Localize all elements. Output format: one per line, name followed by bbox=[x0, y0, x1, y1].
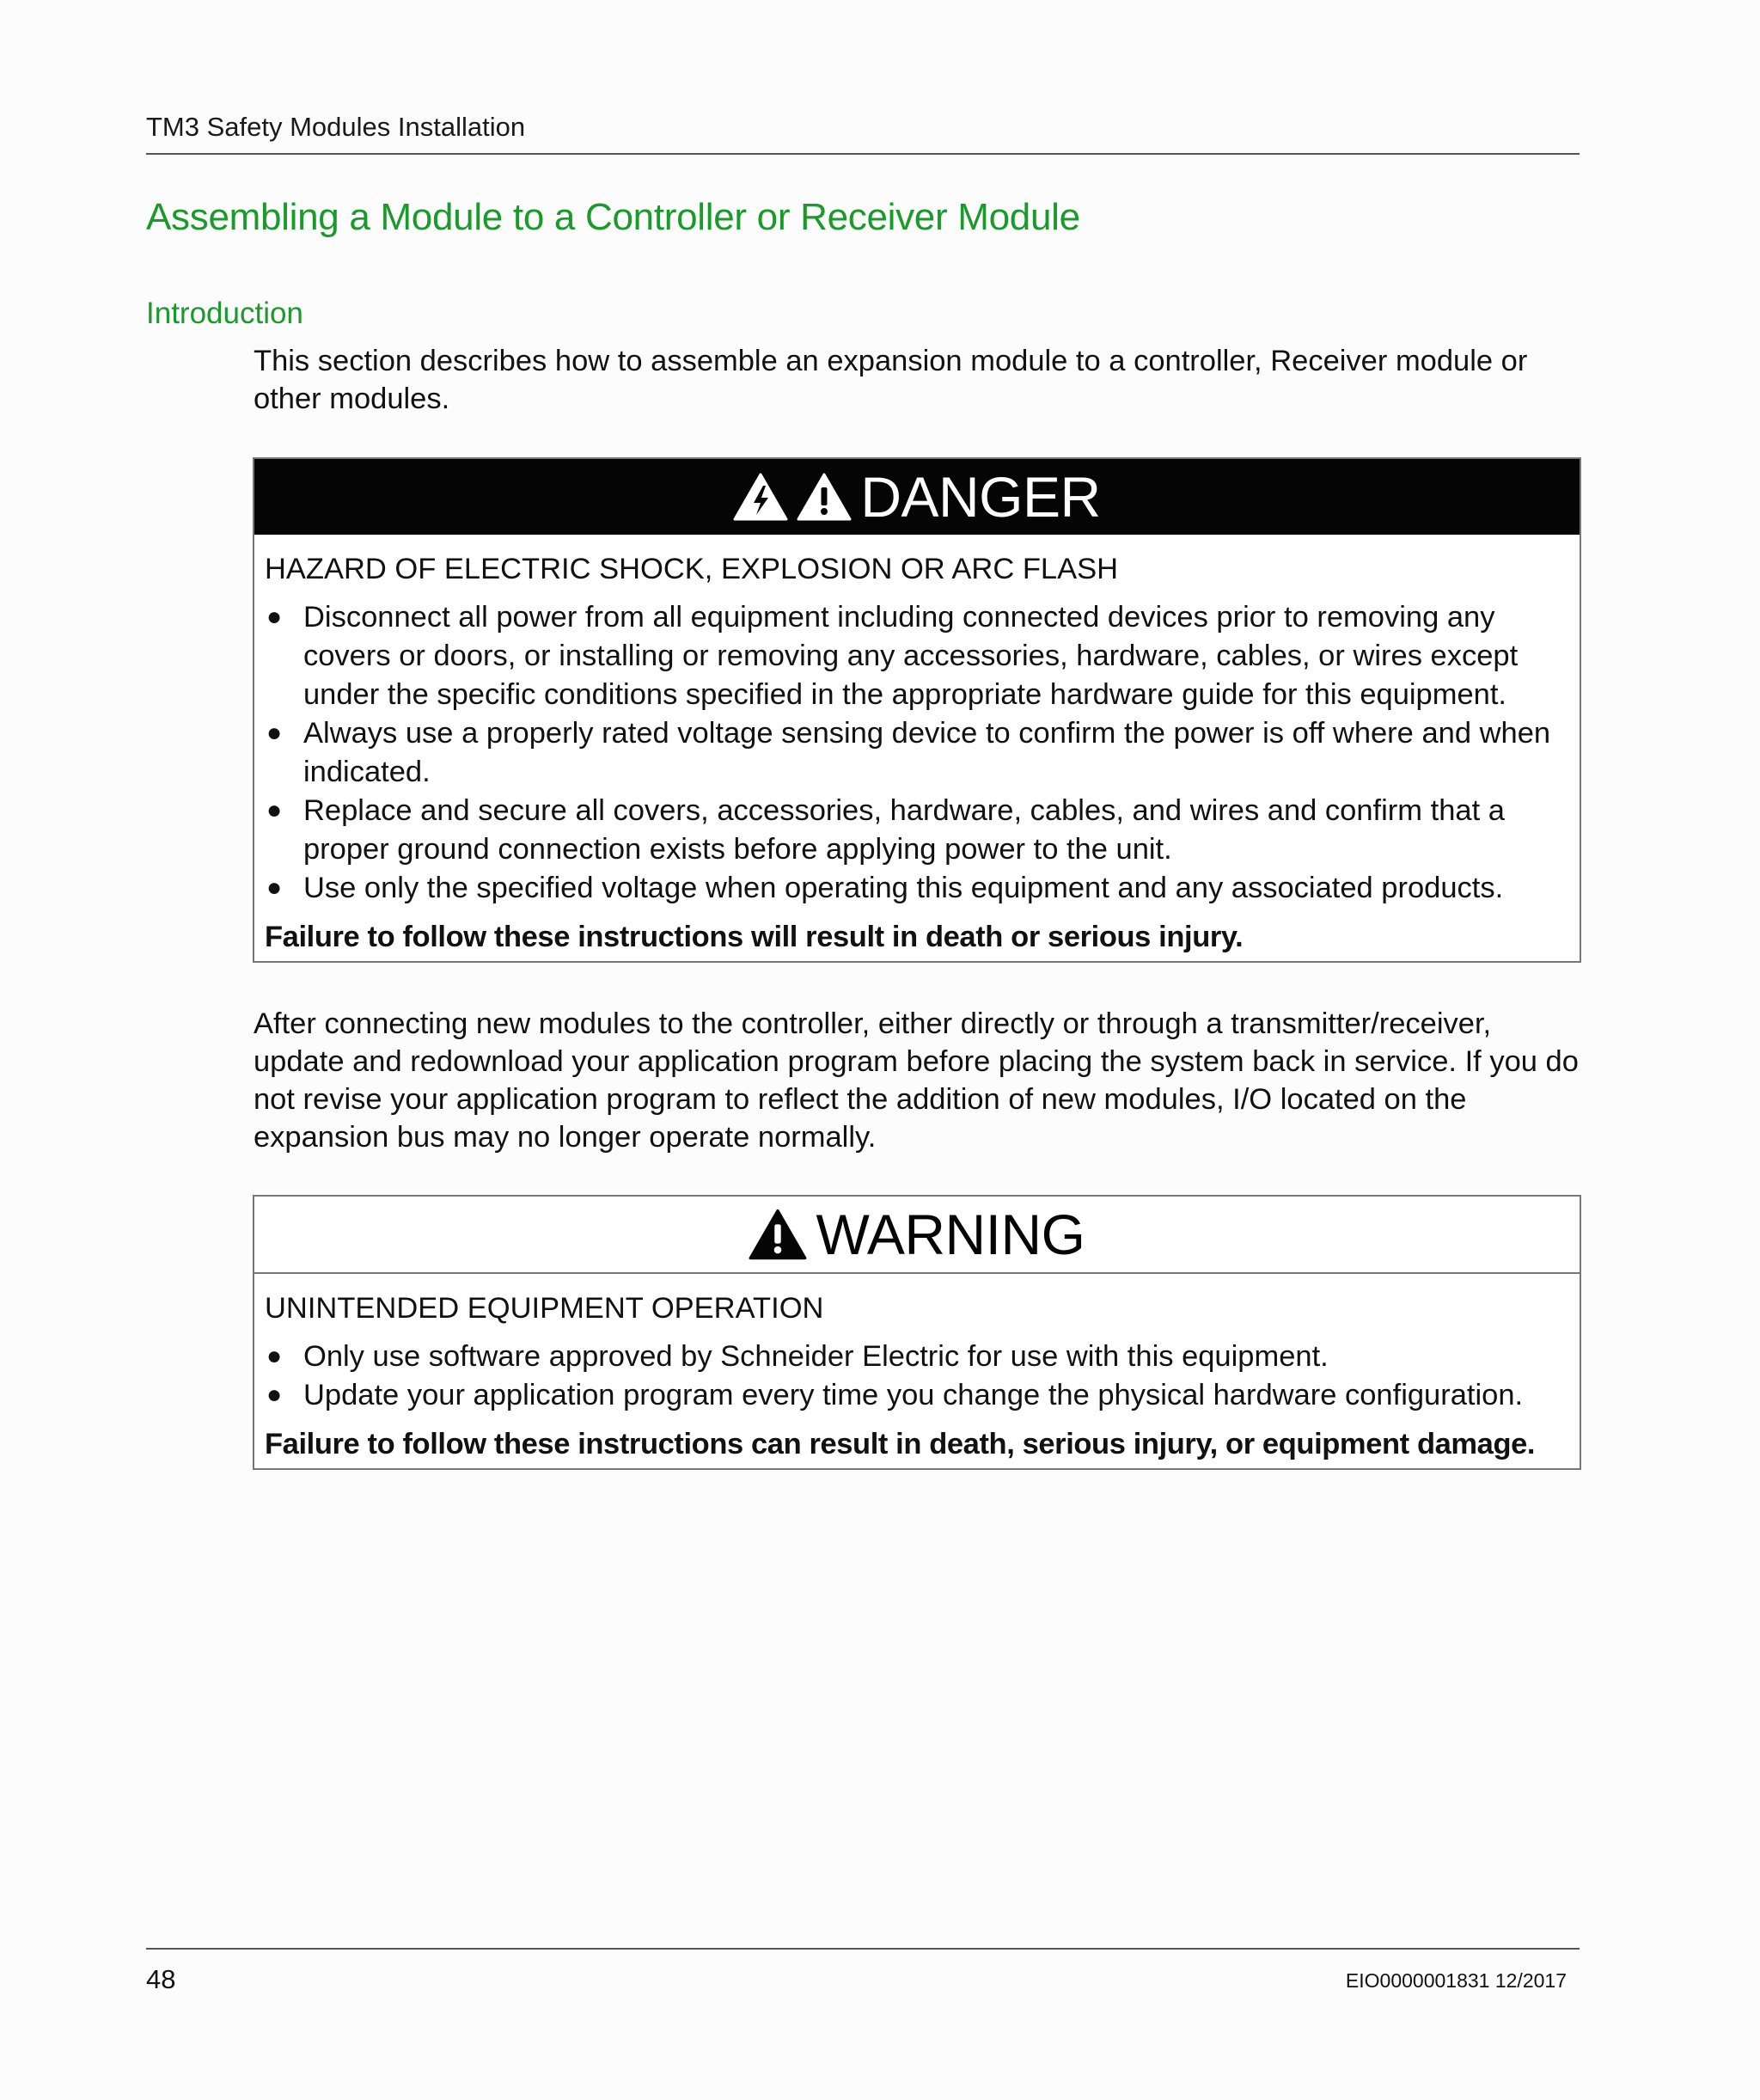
danger-hazard-title: HAZARD OF ELECTRIC SHOCK, EXPLOSION OR ARC FLASH bbox=[265, 553, 1119, 585]
list-item bbox=[254, 714, 1580, 792]
running-header: TM3 Safety Modules Installation bbox=[146, 112, 526, 142]
warning-hazard-title: UNINTENDED EQUIPMENT OPERATION bbox=[265, 1292, 824, 1325]
intro-paragraph: This section describes how to assemble an expansion module to a controller, Receiver module or other modules. bbox=[254, 345, 1528, 415]
general-warning-icon bbox=[797, 473, 852, 521]
danger-label: DANGER bbox=[860, 465, 1101, 529]
header-divider bbox=[146, 153, 1580, 155]
danger-consequence: Failure to follow these instructions will result in death or serious injury. bbox=[265, 921, 1244, 953]
list-item-text: Always use a properly rated voltage sensing device to confirm the power is off where and when indicated. bbox=[303, 717, 1551, 788]
footer-divider bbox=[146, 1948, 1580, 1950]
warning-message-box bbox=[253, 1195, 1581, 1470]
bullet-icon: ● bbox=[266, 1342, 283, 1370]
document-reference: EIO0000001831 12/2017 bbox=[1345, 1969, 1567, 1992]
list-item bbox=[254, 792, 1580, 869]
list-item-text: Use only the specified voltage when operating this equipment and any associated products. bbox=[303, 872, 1504, 904]
list-item bbox=[254, 598, 1580, 714]
list-item-text: Disconnect all power from all equipment including connected devices prior to removing any covers or doors, or installing or removing any accessories, hardware, cables, or wires except under the specific conditions specified in the appropriate hardware guide for this equipment. bbox=[303, 601, 1519, 711]
danger-header-bar bbox=[254, 459, 1580, 535]
list-item bbox=[254, 1338, 1580, 1376]
bullet-icon: ● bbox=[266, 873, 283, 902]
electric-shock-warning-icon bbox=[733, 473, 788, 521]
list-item bbox=[254, 1376, 1580, 1415]
section-title: Assembling a Module to a Controller or Receiver Module bbox=[146, 196, 1080, 238]
list-item-text: Update your application program every time you change the physical hardware configuration. bbox=[303, 1379, 1524, 1411]
list-item bbox=[254, 869, 1580, 908]
warning-consequence: Failure to follow these instructions can result in death, serious injury, or equipment damage. bbox=[265, 1428, 1536, 1460]
general-warning-icon bbox=[749, 1209, 807, 1260]
list-item-text: Replace and secure all covers, accessories, hardware, cables, and wires and confirm that a proper ground connection exists before applying power to the unit. bbox=[303, 794, 1505, 866]
after-connecting-paragraph: After connecting new modules to the controller, either directly or through a transmitter/receiver, update and redownload your application program before placing the system back in service. If you do not revise your application program to reflect the addition of new modules, I/O located on the expansion bus may no longer operate normally. bbox=[254, 1007, 1579, 1154]
list-item-text: Only use software approved by Schneider Electric for use with this equipment. bbox=[303, 1340, 1329, 1373]
bullet-icon: ● bbox=[266, 603, 283, 631]
bullet-icon: ● bbox=[266, 796, 283, 824]
bullet-icon: ● bbox=[266, 1381, 283, 1409]
danger-instruction-list bbox=[254, 598, 1580, 908]
subheading-introduction: Introduction bbox=[146, 297, 303, 330]
page-number: 48 bbox=[146, 1964, 176, 1994]
bullet-icon: ● bbox=[266, 719, 283, 747]
warning-header-bar bbox=[254, 1197, 1580, 1274]
warning-instruction-list bbox=[254, 1338, 1580, 1415]
danger-message-box bbox=[253, 457, 1581, 963]
warning-label: WARNING bbox=[816, 1203, 1085, 1266]
